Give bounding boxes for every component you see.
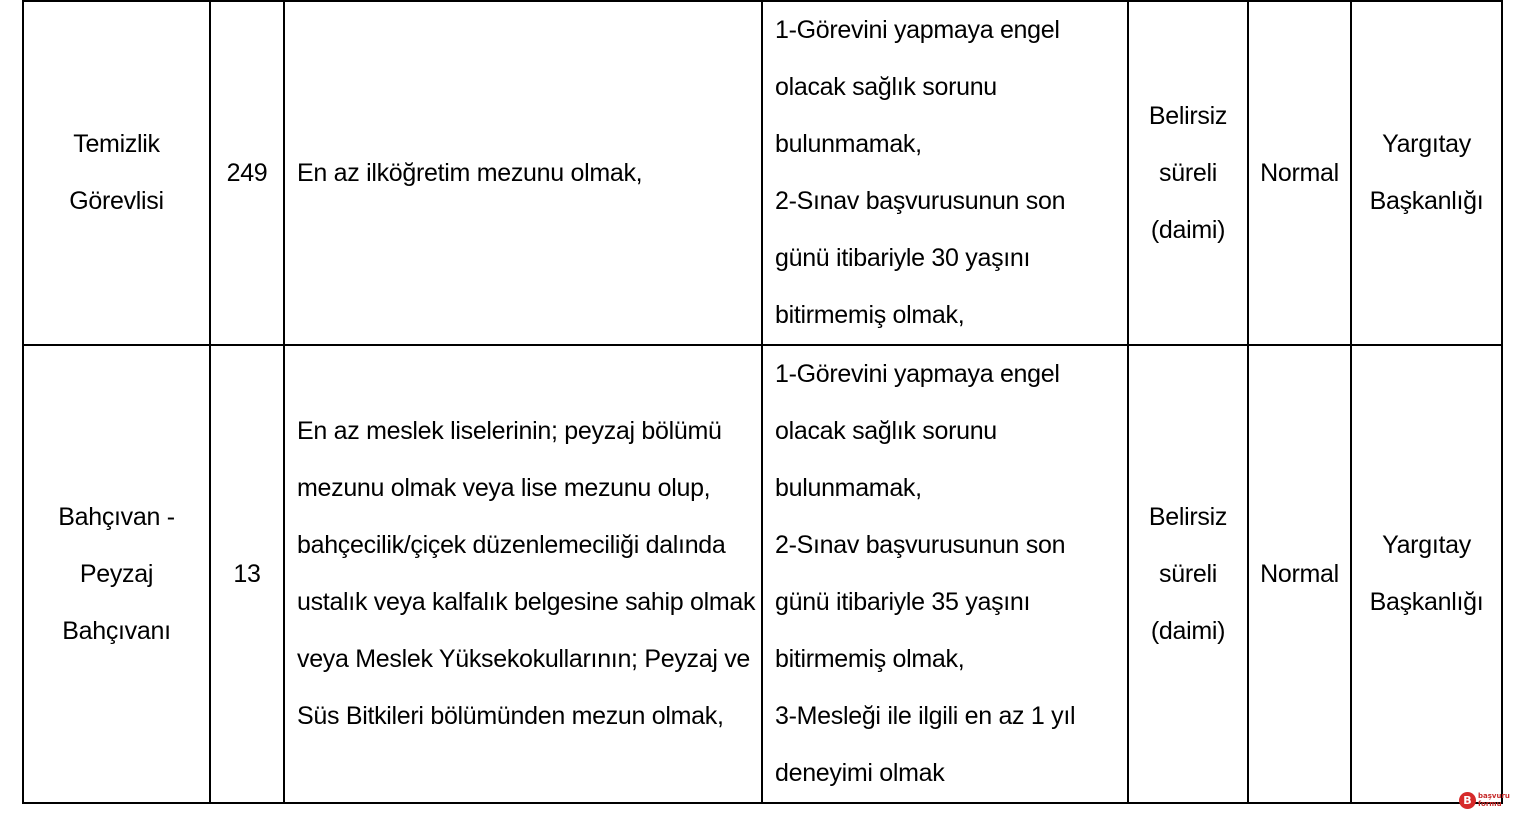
duration-line: süreli [1159,559,1217,588]
education-line: bahçecilik/çiçek düzenlemeciliği dalında [297,531,726,559]
requirement-line: günü itibariyle 35 yaşını [775,588,1031,616]
position-count-cell [210,1,284,345]
watermark-line: başvuru [1478,792,1510,800]
requirement-line: bitirmemiş olmak, [775,645,965,673]
duration-cell [1128,345,1248,803]
requirement-line: günü itibariyle 30 yaşını [775,244,1031,272]
watermark-line: formu [1478,800,1502,808]
logo-badge-icon: B [1459,792,1476,809]
duration-cell [1128,1,1248,345]
employment-type-cell [1248,1,1351,345]
institution-line: Yargıtay [1382,130,1471,158]
requirement-line: 1-Görevini yapmaya engel [775,16,1060,44]
position-title-line: Peyzaj [79,559,154,588]
education-line: Süs Bitkileri bölümünden mezun olmak, [297,702,724,730]
requirement-line: 1-Görevini yapmaya engel [775,360,1060,388]
education-line: ustalık veya kalfalık belgesine sahip olmak [297,588,756,616]
requirement-line: bitirmemiş olmak, [775,301,965,329]
education-line: veya Meslek Yüksekokullarının; Peyzaj ve [297,645,751,673]
duration-line: Belirsiz [1148,101,1228,130]
position-title-line: Bahçıvanı [62,616,171,645]
employment-type: Normal [1260,559,1339,588]
requirement-line: 2-Sınav başvurusunun son [775,531,1066,559]
education-line: mezunu olmak veya lise mezunu olup, [297,474,711,502]
position-title-cell [23,345,210,803]
education-line: En az meslek liselerinin; peyzaj bölümü [297,417,722,445]
institution-cell [1351,1,1502,345]
requirement-line: 2-Sınav başvurusunun son [775,187,1066,215]
duration-line: (daimi) [1150,616,1226,645]
table-row [23,1,1502,345]
table-row [23,345,1502,803]
duration-line: süreli [1159,158,1217,187]
position-count-cell [210,345,284,803]
requirement-line: olacak sağlık sorunu [775,73,997,101]
institution-cell [1351,345,1502,803]
requirement-line: 3-Mesleği ile ilgili en az 1 yıl [775,702,1076,730]
position-count: 13 [233,559,261,588]
education-cell [284,1,762,345]
institution-line: Başkanlığı [1369,187,1484,215]
site-watermark-logo [1459,788,1517,812]
position-title-line: Bahçıvan - [58,502,175,531]
duration-line: (daimi) [1150,215,1226,244]
requirement-line: bulunmamak, [775,474,922,502]
position-title-line: Temizlik [73,130,160,158]
position-title-line: Görevlisi [69,187,164,215]
position-count: 249 [226,158,268,187]
requirement-line: olacak sağlık sorunu [775,417,997,445]
education-cell [284,345,762,803]
requirement-line: deneyimi olmak [775,759,945,787]
education-line: En az ilköğretim mezunu olmak, [297,158,643,187]
job-positions-table [22,0,1503,804]
employment-type-cell [1248,345,1351,803]
duration-line: Belirsiz [1148,502,1228,531]
institution-line: Başkanlığı [1369,588,1484,616]
position-title-cell [23,1,210,345]
employment-type: Normal [1260,158,1339,187]
requirements-cell [762,1,1128,345]
watermark-text [1478,792,1510,808]
requirements-cell [762,345,1128,803]
requirement-line: bulunmamak, [775,130,922,158]
institution-line: Yargıtay [1382,531,1471,559]
